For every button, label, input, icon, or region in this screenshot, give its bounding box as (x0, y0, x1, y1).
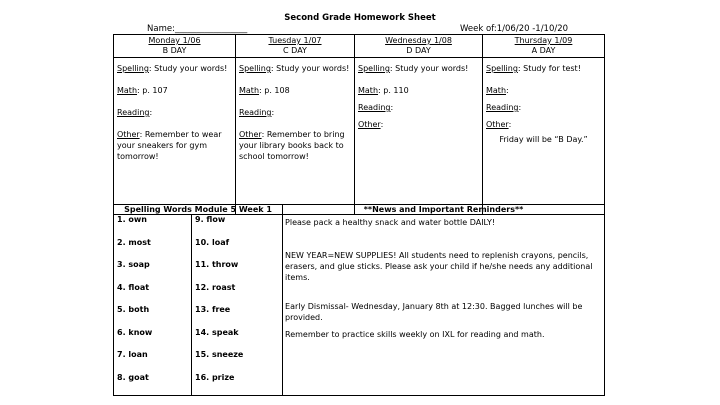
sheet-title: Second Grade Homework Sheet (284, 13, 436, 23)
other-assignment (117, 129, 232, 162)
spelling-text: : Study for test! (517, 64, 581, 73)
assignments-thursday (483, 58, 605, 215)
spelling-words-header: Spelling Words Module 5 Week 1 (114, 205, 283, 215)
other-label: Other (358, 120, 381, 129)
spelling-words-right (192, 215, 283, 396)
assignments-tuesday (236, 58, 355, 215)
spelling-label: Spelling (117, 64, 149, 73)
spelling-word: 7. loan (117, 350, 148, 359)
math-label: Math (358, 86, 379, 95)
info-header-row (114, 205, 605, 215)
spelling-text: : Study your words! (389, 64, 469, 73)
name-line: Name:_________________ (147, 24, 248, 34)
assignments-monday (114, 58, 236, 215)
spelling-text: : Study your words! (270, 64, 350, 73)
spelling-word: 11. throw (195, 260, 239, 269)
math-assignment (117, 85, 232, 96)
reading-assignment (117, 107, 232, 118)
other-label: Other (117, 130, 140, 139)
other-text: : Remember to wear your sneakers for gym tomorrow! (117, 130, 222, 161)
day-header-row (114, 35, 605, 58)
reading-assignment (486, 102, 601, 113)
spelling-word: 1. own (117, 215, 147, 224)
math-assignment (239, 85, 351, 96)
spelling-word-list (114, 215, 191, 395)
spelling-word: 5. both (117, 305, 150, 314)
day-header-thursday (483, 35, 605, 58)
math-label: Math (239, 86, 260, 95)
reading-assignment (358, 102, 479, 113)
reading-label: Reading (239, 108, 272, 117)
math-assignment (486, 85, 601, 96)
other-text: : (508, 120, 512, 129)
day-header-tuesday (236, 35, 355, 58)
day-name: Thursday 1/09 (514, 36, 573, 45)
reading-label: Reading (358, 103, 391, 112)
reading-assignment (239, 107, 351, 118)
news-reminders (283, 215, 605, 396)
spelling-word-list (192, 215, 282, 395)
info-body-row (114, 215, 605, 396)
math-label: Math (117, 86, 138, 95)
other-label: Other (239, 130, 262, 139)
spelling-assignment (117, 63, 232, 74)
day-type: C DAY (283, 46, 307, 55)
spelling-assignment (358, 63, 479, 74)
day-name: Wednesday 1/08 (385, 36, 452, 45)
reading-text: : (518, 103, 522, 112)
assignments-row (114, 58, 605, 215)
spelling-word: 13. free (195, 305, 231, 314)
math-text: : p. 110 (378, 86, 409, 95)
week-of-line: Week of:1/06/20 -1/10/20 (460, 24, 569, 34)
reading-text: : (271, 108, 275, 117)
weekly-homework-table (113, 34, 605, 215)
spelling-text: : Study your words! (148, 64, 228, 73)
reading-label: Reading (117, 108, 150, 117)
spelling-word: 10. loaf (195, 237, 230, 247)
day-header-wednesday (355, 35, 483, 58)
assignments-wednesday (355, 58, 483, 215)
spelling-label: Spelling (358, 64, 390, 73)
other-text: : (380, 120, 384, 129)
day-type: B DAY (162, 46, 187, 55)
other-text: : Remember to bring your library books back to school tomorrow! (239, 130, 345, 161)
news-item: Please pack a healthy snack and water bottle DAILY! (285, 218, 496, 227)
spelling-assignment (239, 63, 351, 74)
spelling-and-news-table (113, 204, 605, 396)
math-text: : p. 107 (137, 86, 168, 95)
spelling-word: 14. speak (195, 327, 239, 337)
spelling-word: 2. most (117, 237, 151, 247)
math-text: : (506, 86, 509, 95)
spelling-word: 3. soap (117, 260, 150, 269)
other-assignment (358, 119, 479, 130)
spelling-word: 12. roast (195, 282, 236, 292)
spelling-assignment (486, 63, 601, 74)
other-assignment (486, 119, 601, 130)
news-header: **News and Important Reminders** (283, 205, 605, 215)
spelling-word: 8. goat (117, 372, 149, 382)
spelling-word: 15. sneeze (195, 350, 244, 359)
spelling-label: Spelling (239, 64, 271, 73)
math-label: Math (486, 86, 507, 95)
day-name: Tuesday 1/07 (268, 36, 322, 45)
news-item: Early Dismissal- Wednesday, January 8th at 12:30. Bagged lunches will be provided. (285, 302, 583, 322)
spelling-word: 16. prize (195, 372, 235, 382)
spelling-word: 4. float (117, 282, 150, 292)
spelling-words-left (114, 215, 192, 396)
day-type: D DAY (406, 46, 431, 55)
reading-text: : (149, 108, 153, 117)
reading-label: Reading (486, 103, 519, 112)
news-item: NEW YEAR=NEW SUPPLIES! All students need to replenish crayons, pencils, erasers, and glue sticks. Please ask your child if he/she needs any additional items. (285, 251, 593, 282)
spelling-label: Spelling (486, 64, 518, 73)
day-type: A DAY (531, 46, 556, 55)
news-item: Remember to practice skills weekly on IXL for reading and math. (285, 330, 545, 339)
reading-text: : (390, 103, 394, 112)
other-assignment (239, 129, 351, 162)
math-text: : p. 108 (259, 86, 290, 95)
math-assignment (358, 85, 479, 96)
spelling-word: 9. flow (195, 215, 226, 224)
day-header-monday (114, 35, 236, 58)
other-label: Other (486, 120, 509, 129)
day-name: Monday 1/06 (148, 36, 201, 45)
spelling-word: 6. know (117, 327, 153, 337)
friday-note: Friday will be “B Day.” (499, 135, 588, 144)
